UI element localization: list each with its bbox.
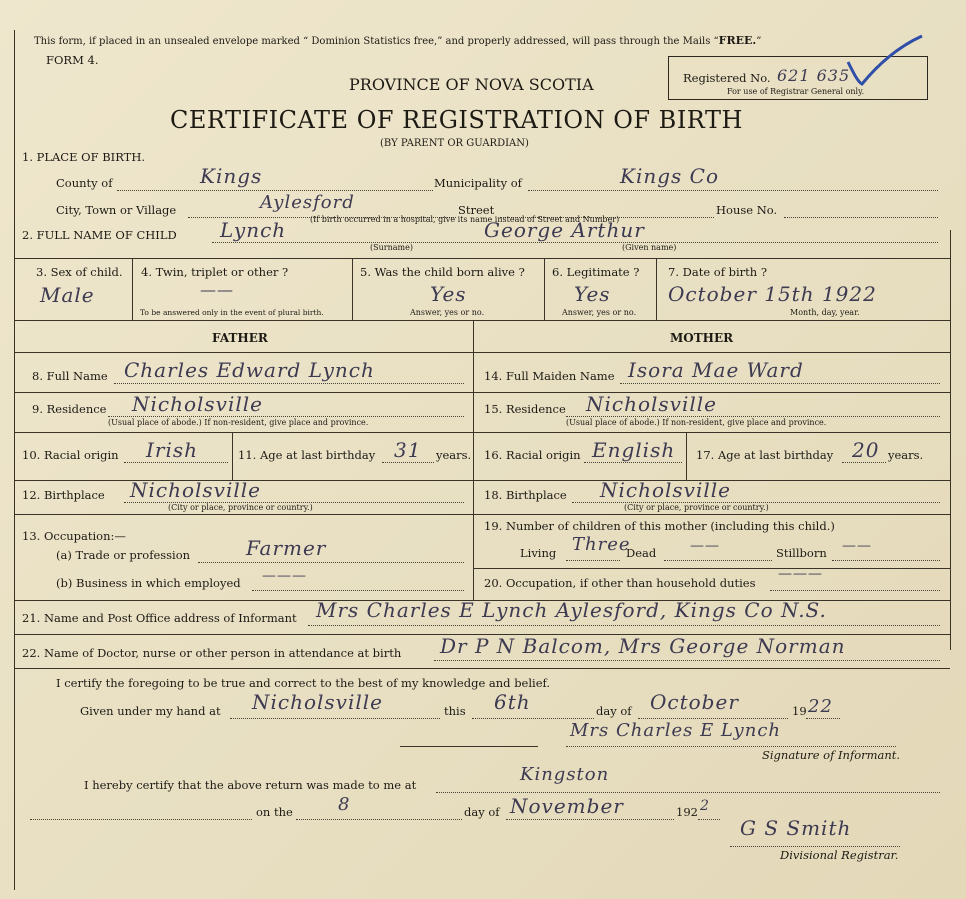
mother-heading: MOTHER	[670, 331, 734, 345]
dob-label: 7. Date of birth ?	[668, 265, 768, 279]
city-value: Aylesford	[260, 192, 355, 213]
registrar-signature: G S Smith	[740, 816, 852, 840]
reg-year-prefix: 192	[676, 805, 698, 819]
mother-birthplace-value: Nicholsville	[600, 478, 732, 502]
father-years-label: years.	[436, 448, 472, 462]
father-residence-label: 9. Residence	[32, 402, 107, 416]
father-name-label: 8. Full Name	[32, 369, 108, 383]
dob-value: October 15th 1922	[668, 282, 877, 306]
reg-year-value: 2	[700, 798, 710, 814]
informant-label: 21. Name and Post Office address of Informant	[22, 611, 297, 625]
mother-racial-value: English	[592, 438, 676, 462]
on-the-label: on the	[256, 805, 293, 819]
dead-value: ——	[690, 538, 720, 554]
hospital-note: (If birth occurred in a hospital, give its name instead of Street and Number)	[310, 215, 620, 224]
twin-note: To be answered only in the event of plural birth.	[140, 308, 324, 317]
county-value: Kings	[200, 164, 263, 188]
father-name-value: Charles Edward Lynch	[124, 358, 375, 382]
alive-note: Answer, yes or no.	[410, 308, 485, 317]
given-month-value: October	[650, 690, 739, 714]
father-racial-label: 10. Racial origin	[22, 448, 119, 462]
children-count-label: 19. Number of children of this mother (including this child.)	[484, 519, 835, 533]
father-occupation-label: 13. Occupation:—	[22, 529, 126, 543]
registered-number: 621 635	[777, 66, 851, 85]
child-name-label: 2. FULL NAME OF CHILD	[22, 228, 177, 242]
given-year-value: 22	[808, 696, 833, 717]
stillborn-value: ——	[842, 538, 872, 554]
city-label: City, Town or Village	[56, 203, 177, 217]
municipality-label: Municipality of	[434, 176, 522, 190]
informant-signature: Mrs Charles E Lynch	[570, 720, 781, 741]
twin-label: 4. Twin, triplet or other ?	[141, 265, 289, 279]
mother-age-label: 17. Age at last birthday	[696, 448, 834, 462]
business-value: ———	[262, 568, 307, 584]
right-border	[950, 230, 951, 650]
mother-residence-value: Nicholsville	[586, 392, 718, 416]
father-residence-value: Nicholsville	[132, 392, 264, 416]
year-prefix: 19	[792, 704, 807, 718]
alive-value: Yes	[430, 282, 467, 306]
given-day-value: 6th	[494, 690, 531, 714]
street-label: Street	[458, 203, 495, 217]
mother-birthplace-note: (City or place, province or country.)	[624, 503, 769, 512]
reg-day-of-label: day of	[464, 805, 500, 819]
child-surname-value: Lynch	[220, 218, 287, 242]
father-birthplace-value: Nicholsville	[130, 478, 262, 502]
alive-label: 5. Was the child born alive ?	[360, 265, 525, 279]
doctor-value: Dr P N Balcom, Mrs George Norman	[440, 634, 846, 658]
twin-value: ——	[200, 280, 234, 299]
trade-label: (a) Trade or profession	[56, 548, 191, 562]
living-value: Three	[572, 534, 631, 555]
day-of-label: day of	[596, 704, 632, 718]
house-number-label: House No.	[716, 203, 778, 217]
certificate-subtitle: (BY PARENT OR GUARDIAN)	[380, 138, 529, 149]
mother-residence-note: (Usual place of abode.) If non-resident, give place and province.	[566, 418, 827, 427]
father-racial-value: Irish	[146, 438, 199, 462]
certificate-title: CERTIFICATE OF REGISTRATION OF BIRTH	[170, 106, 743, 134]
mother-birthplace-label: 18. Birthplace	[484, 488, 567, 502]
sex-label: 3. Sex of child.	[36, 265, 123, 279]
province-heading: PROVINCE OF NOVA SCOTIA	[349, 75, 594, 94]
sex-value: Male	[40, 283, 95, 307]
informant-value: Mrs Charles E Lynch Aylesford, Kings Co N.S.	[316, 598, 827, 622]
father-age-value: 31	[394, 438, 422, 462]
legitimate-label: 6. Legitimate ?	[552, 265, 640, 279]
registrar-place-value: Kingston	[520, 764, 610, 785]
father-age-label: 11. Age at last birthday	[238, 448, 376, 462]
mother-name-value: Isora Mae Ward	[628, 358, 804, 382]
child-given-name-value: George Arthur	[484, 218, 645, 242]
business-label: (b) Business in which employed	[56, 576, 241, 590]
legitimate-value: Yes	[574, 282, 611, 306]
form-number: FORM 4.	[46, 53, 99, 67]
surname-caption: (Surname)	[370, 243, 413, 252]
informant-signature-caption: Signature of Informant.	[762, 748, 901, 762]
left-border	[14, 30, 15, 890]
mother-occupation-value: ———	[778, 566, 823, 582]
living-label: Living	[520, 546, 557, 560]
mother-racial-label: 16. Racial origin	[484, 448, 581, 462]
father-residence-note: (Usual place of abode.) If non-resident, give place and province.	[108, 418, 369, 427]
municipality-value: Kings Co	[620, 164, 719, 188]
registrar-caption: Divisional Registrar.	[780, 848, 899, 862]
father-heading: FATHER	[212, 331, 268, 345]
registrar-statement: I hereby certify that the above return was made to me at	[84, 778, 417, 792]
doctor-label: 22. Name of Doctor, nurse or other person in attendance at birth	[22, 646, 402, 660]
this-label: this	[444, 704, 466, 718]
father-birthplace-note: (City or place, province or country.)	[168, 503, 313, 512]
registered-label: Registered No.	[683, 71, 771, 85]
reg-day-value: 8	[338, 794, 351, 815]
mother-years-label: years.	[888, 448, 924, 462]
place-section-label: 1. PLACE OF BIRTH.	[22, 150, 146, 164]
legitimate-note: Answer, yes or no.	[562, 308, 637, 317]
father-birthplace-label: 12. Birthplace	[22, 488, 105, 502]
county-label: County of	[56, 176, 113, 190]
certify-statement: I certify the foregoing to be true and correct to the best of my knowledge and belief.	[56, 676, 551, 690]
dead-label: Dead	[626, 546, 657, 560]
mother-age-value: 20	[852, 438, 880, 462]
stillborn-label: Stillborn	[776, 546, 827, 560]
given-under-label: Given under my hand at	[80, 704, 221, 718]
given-place-value: Nicholsville	[252, 690, 384, 714]
check-mark-icon	[840, 32, 930, 92]
mother-occupation-label: 20. Occupation, if other than household duties	[484, 576, 756, 590]
mother-residence-label: 15. Residence	[484, 402, 566, 416]
dob-note: Month, day, year.	[790, 308, 860, 317]
mother-name-label: 14. Full Maiden Name	[484, 369, 615, 383]
registered-note: For use of Registrar General only.	[727, 87, 865, 96]
mail-note: This form, if placed in an unsealed envelope marked “ Dominion Statistics free,” and properly addressed, will pass through the Mails “FREE.”	[34, 34, 762, 47]
reg-month-value: November	[510, 794, 624, 818]
given-name-caption: (Given name)	[622, 243, 677, 252]
trade-value: Farmer	[246, 536, 327, 560]
